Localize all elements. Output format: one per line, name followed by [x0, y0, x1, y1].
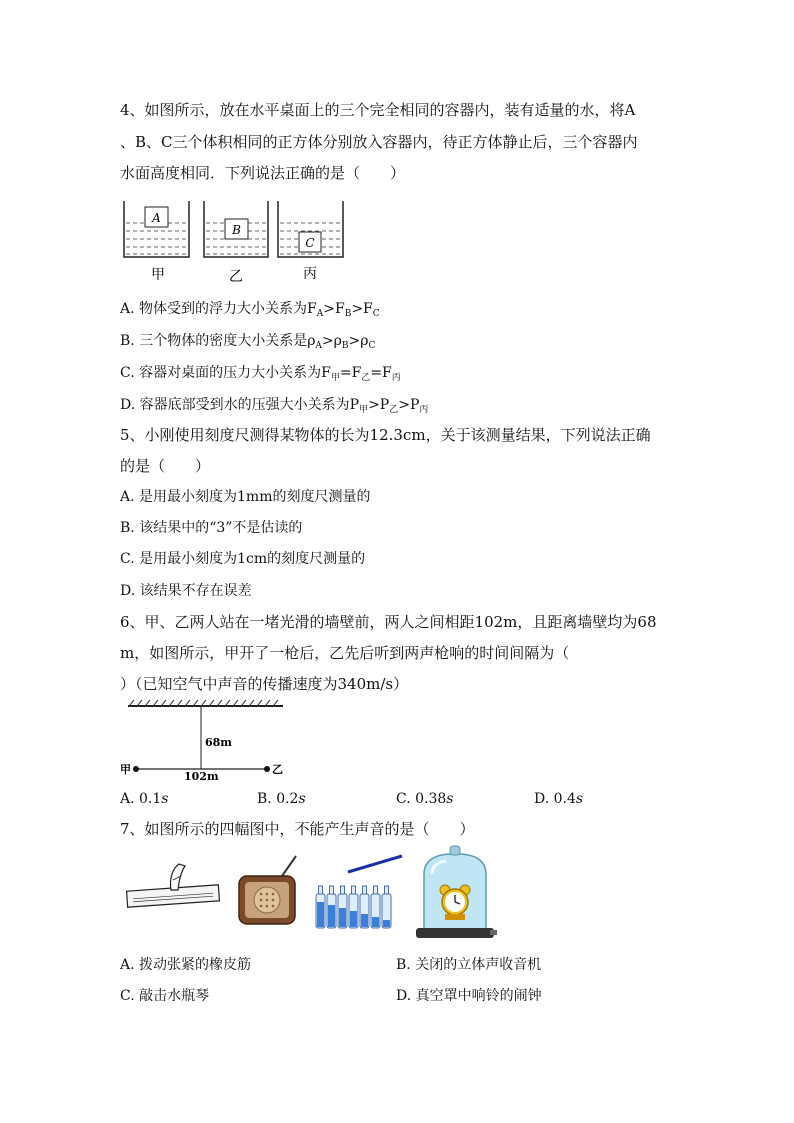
- q4-option-d[interactable]: D. 容器底部受到水的压强大小关系为$P_甲>P_乙>P_丙$: [120, 397, 429, 415]
- container-jia: [124, 201, 189, 257]
- person-yi-label: 乙: [272, 763, 283, 776]
- bottle-4: [349, 886, 358, 928]
- q5-option-a[interactable]: A. 是用最小刻度为1mm的刻度尺测量的: [120, 489, 371, 505]
- rubber-band-figure: [123, 860, 223, 920]
- q5-option-c[interactable]: C. 是用最小刻度为1cm的刻度尺测量的: [120, 551, 366, 567]
- bottle-3: [338, 886, 347, 928]
- person-jia-label: 甲: [120, 763, 131, 776]
- q4-option-b[interactable]: B. 三个物体的密度大小关系是$\rho_A>\rho_B>\rho_C$: [120, 333, 376, 351]
- block-c-label: C: [305, 236, 315, 250]
- label-yi: 乙: [229, 269, 243, 285]
- q4-stem-line2: 、B、C三个体积相同的正方体分别放入容器内，待正方体静止后，三个容器内: [120, 133, 638, 151]
- q6-option-d[interactable]: D. 0.4s: [534, 791, 584, 807]
- q7-option-c[interactable]: C. 敲击水瓶琴: [120, 988, 210, 1004]
- container-bing: [278, 201, 343, 257]
- q5-stem-line2: 的是（ ）: [120, 457, 211, 475]
- person-yi-dot: [264, 766, 270, 772]
- bottle-6: [371, 886, 380, 928]
- label-jia: 甲: [151, 267, 165, 283]
- q4-option-c[interactable]: C. 容器对桌面的压力大小关系为$F_甲=F_乙=F_丙$: [120, 365, 401, 383]
- radio-figure: [236, 852, 300, 932]
- block-a-label: A: [152, 211, 161, 225]
- q7-stem-line1: 7、如图所示的四幅图中，不能产生声音的是（ ）: [120, 820, 475, 838]
- q7-option-b[interactable]: B. 关闭的立体声收音机: [396, 957, 542, 973]
- mallet-icon: [348, 856, 402, 872]
- antenna-icon: [282, 856, 296, 876]
- finger-icon: [170, 864, 185, 890]
- bottle-5: [360, 886, 369, 928]
- q4-containers-figure: [118, 195, 358, 285]
- q4-stem-line3: 水面高度相同．下列说法正确的是（ ）: [120, 164, 406, 182]
- bottle-7: [382, 886, 391, 928]
- label-bing: 丙: [303, 266, 317, 282]
- distance-102m-label: 102m: [184, 770, 219, 783]
- water-bottles-figure: [312, 852, 407, 934]
- q4-stem-line1: 4、如图所示，放在水平桌面上的三个完全相同的容器内，装有适量的水，将A: [120, 101, 636, 119]
- q6-option-a[interactable]: A. 0.1s: [120, 791, 169, 807]
- bottle-1: [316, 886, 325, 928]
- q6-option-b[interactable]: B. 0.2s: [257, 791, 306, 807]
- q7-option-a[interactable]: A. 拨动张紧的橡皮筋: [120, 957, 252, 973]
- q7-option-d[interactable]: D. 真空罩中响铃的闹钟: [396, 988, 542, 1004]
- bottle-2: [327, 886, 336, 928]
- block-b-label: B: [232, 223, 241, 237]
- q6-option-c[interactable]: C. 0.38s: [396, 791, 454, 807]
- q5-option-b[interactable]: B. 该结果中的“3”不是估读的: [120, 520, 303, 536]
- q6-wall-figure: [118, 700, 293, 785]
- distance-68m-label: 68m: [205, 736, 232, 749]
- q4-option-a[interactable]: A. 物体受到的浮力大小关系为$F_A>F_B>F_C$: [120, 301, 380, 319]
- q6-stem-line2: m，如图所示，甲开了一枪后，乙先后听到两声枪响的时间间隔为（: [120, 644, 570, 662]
- q6-stem-line3: ）（已知空气中声音的传播速度为340m/s）: [120, 675, 409, 693]
- q6-stem-line1: 6、甲、乙两人站在一堵光滑的墙壁前，两人之间相距102m，且距离墙壁均为68: [120, 613, 657, 631]
- q5-stem-line1: 5、小刚使用刻度尺测得某物体的长为12.3cm，关于该测量结果，下列说法正确: [120, 426, 651, 444]
- person-jia-dot: [133, 766, 139, 772]
- q5-option-d[interactable]: D. 该结果不存在误差: [120, 583, 252, 599]
- container-yi: [204, 201, 268, 257]
- bell-jar-figure: [412, 844, 498, 944]
- wall-hatching: [130, 700, 278, 705]
